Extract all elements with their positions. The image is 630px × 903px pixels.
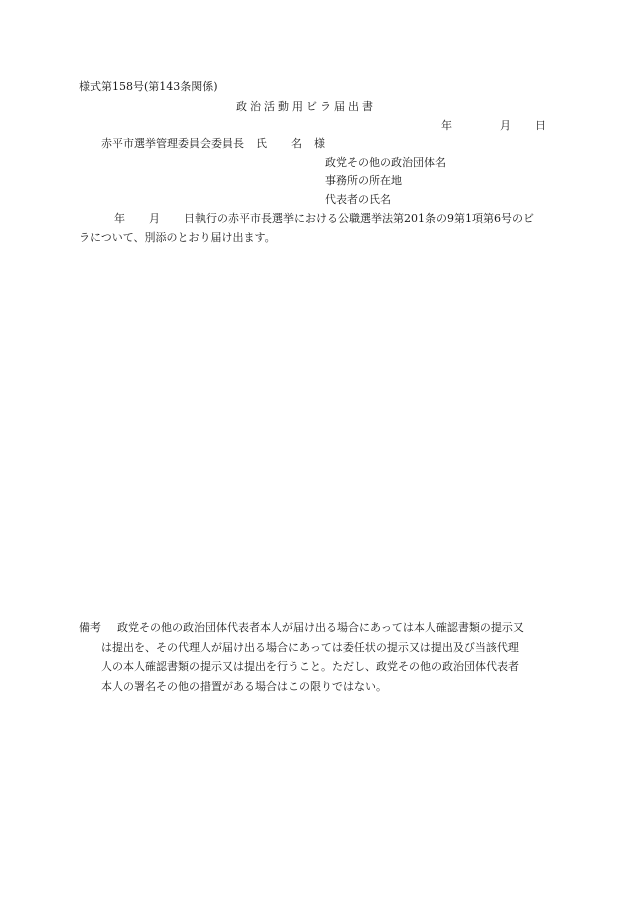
addressee-given: 名 [291, 137, 302, 150]
addressee-surname: 氏 [256, 137, 267, 150]
remarks-line-3: 人の本人確認書類の提示又は提出を行うこと。ただし、政党その他の政治団体代表者 [101, 660, 519, 673]
body-month: 月 [149, 212, 160, 225]
date-day: 日 [535, 119, 546, 132]
addressee-office: 赤平市選挙管理委員会委員長 [101, 137, 244, 150]
document-title: 政治活動用ビラ届出書 [236, 100, 376, 113]
remarks-label: 備考 [79, 621, 101, 634]
date-line [441, 119, 546, 133]
body-line-2: ラについて、別添のとおり届け出ます。 [79, 231, 276, 244]
representative-label: 代表者の氏名 [325, 193, 391, 206]
body-line-1 [114, 212, 534, 226]
date-month: 月 [500, 119, 511, 132]
office-location-label: 事務所の所在地 [325, 174, 402, 187]
remarks-line-4: 本人の署名その他の措置がある場合はこの限りではない。 [101, 680, 387, 693]
remarks-line-2: は提出を、その代理人が届け出る場合にあっては委任状の提示又は提出及び当該代理 [101, 641, 519, 654]
addressee [101, 137, 325, 151]
date-year: 年 [441, 119, 452, 132]
body-text-1: 日執行の赤平市長選挙における公職選挙法第201条の9第1項第6号のビ [184, 212, 534, 225]
remarks-line-1: 政党その他の政治団体代表者本人が届け出る場合にあっては本人確認書類の提示又 [117, 621, 524, 634]
addressee-honorific: 様 [314, 137, 325, 150]
body-year: 年 [114, 212, 125, 225]
form-number: 様式第158号(第143条関係) [79, 80, 218, 93]
group-name-label: 政党その他の政治団体名 [325, 156, 446, 169]
